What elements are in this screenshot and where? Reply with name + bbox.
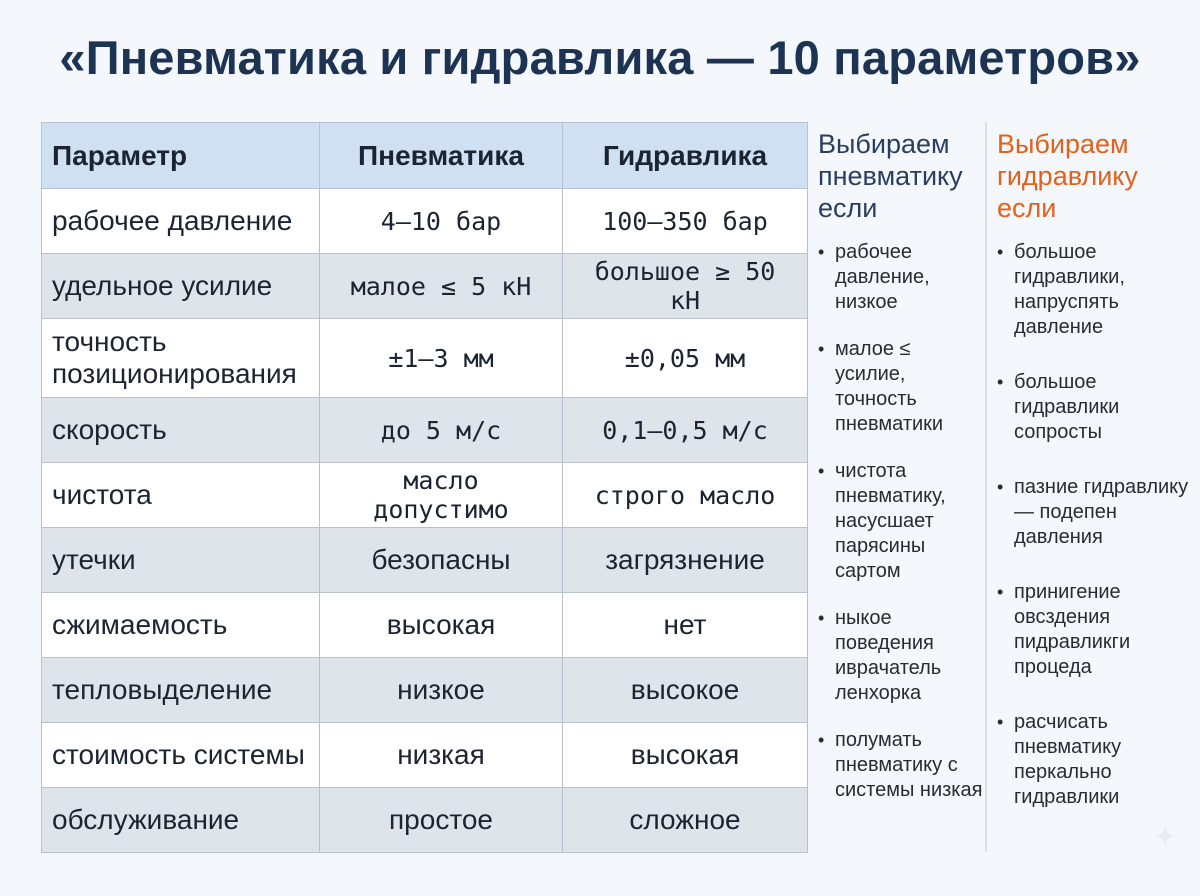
- row-pneumatics-value: безопасны: [320, 528, 563, 593]
- column-divider: [985, 122, 987, 852]
- row-hydraulics-value: сложное: [563, 788, 808, 853]
- list-item: • рабочее давление, низкое: [818, 240, 983, 315]
- table-row: [42, 463, 808, 528]
- row-pneumatics-value: масло допустимо: [320, 463, 563, 528]
- row-parameter: чистота: [42, 463, 320, 528]
- choose-pneumatics-panel: [818, 128, 983, 825]
- row-parameter: тепловыделение: [42, 658, 320, 723]
- table-row: [42, 528, 808, 593]
- sparkle-icon: ✦: [1153, 821, 1177, 852]
- row-parameter: удельное усилие: [42, 254, 320, 319]
- row-parameter: стоимость системы: [42, 723, 320, 788]
- table-header-row: [42, 123, 808, 189]
- table-row: [42, 398, 808, 463]
- choose-hydraulics-list: [997, 240, 1197, 810]
- table-row: [42, 788, 808, 853]
- comparison-table: [41, 122, 808, 853]
- table-row: [42, 658, 808, 723]
- list-item: • полумать пневматику с системы низкая: [818, 728, 983, 803]
- row-hydraulics-value: нет: [563, 593, 808, 658]
- row-hydraulics-value: большое ≥ 50 кН: [563, 254, 808, 319]
- choose-pneumatics-title: Выбираем пневматику если: [818, 129, 963, 223]
- table-row: [42, 723, 808, 788]
- row-hydraulics-value: строго масло: [563, 463, 808, 528]
- row-hydraulics-value: высокое: [563, 658, 808, 723]
- page-title: «Пневматика и гидравлика — 10 параметров»: [59, 31, 1141, 84]
- table-row: [42, 254, 808, 319]
- row-parameter: скорость: [42, 398, 320, 463]
- list-item: • принигение овсздения пидравликги процеда: [997, 580, 1197, 680]
- row-parameter: точность позиционирования: [42, 319, 320, 398]
- list-item: • пазние гидравлику — подепен давления: [997, 475, 1197, 550]
- row-pneumatics-value: ±1–3 мм: [320, 319, 563, 398]
- row-parameter: утечки: [42, 528, 320, 593]
- row-hydraulics-value: загрязнение: [563, 528, 808, 593]
- list-item: • расчисать пневматику перкально гидравлики: [997, 710, 1197, 810]
- list-item: • ныкое поведения иврачатель ленхорка: [818, 606, 983, 706]
- row-pneumatics-value: малое ≤ 5 кН: [320, 254, 563, 319]
- choose-pneumatics-list: [818, 240, 983, 803]
- row-parameter: рабочее давление: [42, 189, 320, 254]
- header-hydraulics: Гидравлика: [563, 123, 808, 189]
- list-item: • большое гидравлики, напруспять давление: [997, 240, 1197, 340]
- choose-hydraulics-title: Выбираем гидравлику если: [997, 129, 1138, 223]
- row-pneumatics-value: низкое: [320, 658, 563, 723]
- list-item: • большое гидравлики сопросты: [997, 370, 1197, 445]
- row-parameter: сжимаемость: [42, 593, 320, 658]
- row-pneumatics-value: простое: [320, 788, 563, 853]
- table-row: [42, 319, 808, 398]
- table-row: [42, 189, 808, 254]
- row-hydraulics-value: 0,1–0,5 м/с: [563, 398, 808, 463]
- row-pneumatics-value: до 5 м/с: [320, 398, 563, 463]
- row-pneumatics-value: низкая: [320, 723, 563, 788]
- header-pneumatics: Пневматика: [320, 123, 563, 189]
- row-hydraulics-value: 100–350 бар: [563, 189, 808, 254]
- row-parameter: обслуживание: [42, 788, 320, 853]
- list-item: • малое ≤ усилие, точность пневматики: [818, 337, 983, 437]
- list-item: • чистота пневматику, насусшает парясины сартом: [818, 459, 983, 584]
- table-row: [42, 593, 808, 658]
- row-pneumatics-value: 4–10 бар: [320, 189, 563, 254]
- header-parameter: Параметр: [42, 123, 320, 189]
- row-pneumatics-value: высокая: [320, 593, 563, 658]
- choose-hydraulics-panel: [997, 128, 1197, 840]
- row-hydraulics-value: ±0,05 мм: [563, 319, 808, 398]
- row-hydraulics-value: высокая: [563, 723, 808, 788]
